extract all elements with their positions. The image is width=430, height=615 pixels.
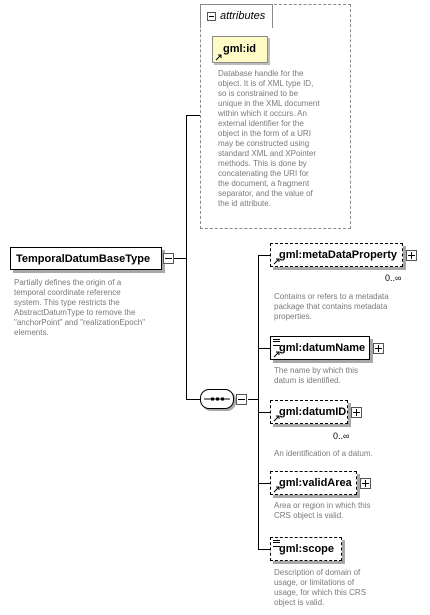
reference-arrow-icon bbox=[273, 257, 281, 265]
connector-to-attributes bbox=[186, 115, 200, 116]
element-metadataproperty-description: Contains or refers to a metadata package that contains metadata properties. bbox=[274, 292, 389, 321]
connector-child-validarea bbox=[258, 483, 270, 484]
element-datumname-description: The name by which this datum is identified. bbox=[274, 366, 359, 385]
connector-child-datumname bbox=[258, 348, 270, 349]
element-datumid[interactable] bbox=[270, 400, 348, 424]
root-type-box[interactable] bbox=[10, 247, 162, 270]
connector-children-vertical bbox=[258, 255, 259, 550]
element-datumid-multiplicity: 0..∞ bbox=[333, 431, 350, 441]
expand-icon[interactable] bbox=[351, 407, 362, 418]
attribute-gml-id[interactable] bbox=[212, 36, 268, 63]
element-datumname-label: gml:datumName bbox=[279, 342, 366, 354]
element-datumid-description: An identification of a datum. bbox=[274, 449, 373, 458]
connector-root-branch-vertical bbox=[186, 115, 187, 400]
element-validarea-label: gml:validArea bbox=[279, 477, 352, 489]
element-validarea[interactable] bbox=[270, 471, 357, 495]
connector-child-scope bbox=[258, 549, 270, 550]
attributes-group-tab[interactable] bbox=[200, 4, 273, 28]
reference-arrow-icon bbox=[273, 485, 281, 493]
root-type-label: TemporalDatumBaseType bbox=[16, 253, 151, 265]
element-validarea-description: Area or region in which this CRS object is valid. bbox=[274, 501, 371, 520]
sequence-compositor[interactable] bbox=[200, 389, 234, 409]
connector-child-metadataproperty bbox=[258, 255, 270, 256]
root-type-description: Partially defines the origin of a temporal coordinate reference system. This type restricts the AbstractDatumType to remove the "anchorPoint" and "realizationEpoch" elements. bbox=[14, 278, 145, 337]
expand-icon[interactable] bbox=[373, 343, 384, 354]
reference-arrow-icon bbox=[215, 53, 223, 61]
connector-to-sequence bbox=[186, 399, 200, 400]
element-scope-description: Description of domain of usage, or limitations of usage, for which this CRS object is valid. bbox=[274, 568, 367, 607]
element-metadataproperty[interactable] bbox=[270, 243, 403, 267]
element-metadataproperty-label: gml:metaDataProperty bbox=[279, 249, 397, 261]
reference-arrow-icon bbox=[273, 414, 281, 422]
expand-icon[interactable] bbox=[406, 250, 417, 261]
element-scope-label: gml:scope bbox=[279, 543, 335, 555]
element-datumid-label: gml:datumID bbox=[279, 406, 347, 418]
connector-child-datumid bbox=[258, 412, 270, 413]
connector-sequence-to-children bbox=[248, 399, 258, 400]
root-collapse-icon[interactable] bbox=[163, 253, 174, 264]
attribute-gml-id-label: gml:id bbox=[223, 43, 256, 55]
attribute-gml-id-description: Database handle for the object. It is of XML type ID, so is constrained to be unique in the XML document within which it occurs. An external identifier for the object in the form of a URI may be constructed using standard XML and XPointer methods. This is done by concatenating the URI for the document, a fragment separator, and the value of the id attribute. bbox=[218, 69, 320, 208]
reference-arrow-icon bbox=[273, 350, 281, 358]
sequence-collapse-icon[interactable] bbox=[236, 394, 247, 405]
element-scope[interactable] bbox=[270, 537, 342, 561]
sequence-icon bbox=[201, 390, 233, 408]
element-datumname[interactable] bbox=[270, 336, 370, 360]
connector-root-to-branch bbox=[174, 258, 186, 259]
collapse-icon[interactable] bbox=[207, 12, 216, 21]
element-metadataproperty-multiplicity: 0..∞ bbox=[385, 273, 402, 283]
expand-icon[interactable] bbox=[360, 478, 371, 489]
attributes-group-title: attributes bbox=[220, 10, 266, 22]
